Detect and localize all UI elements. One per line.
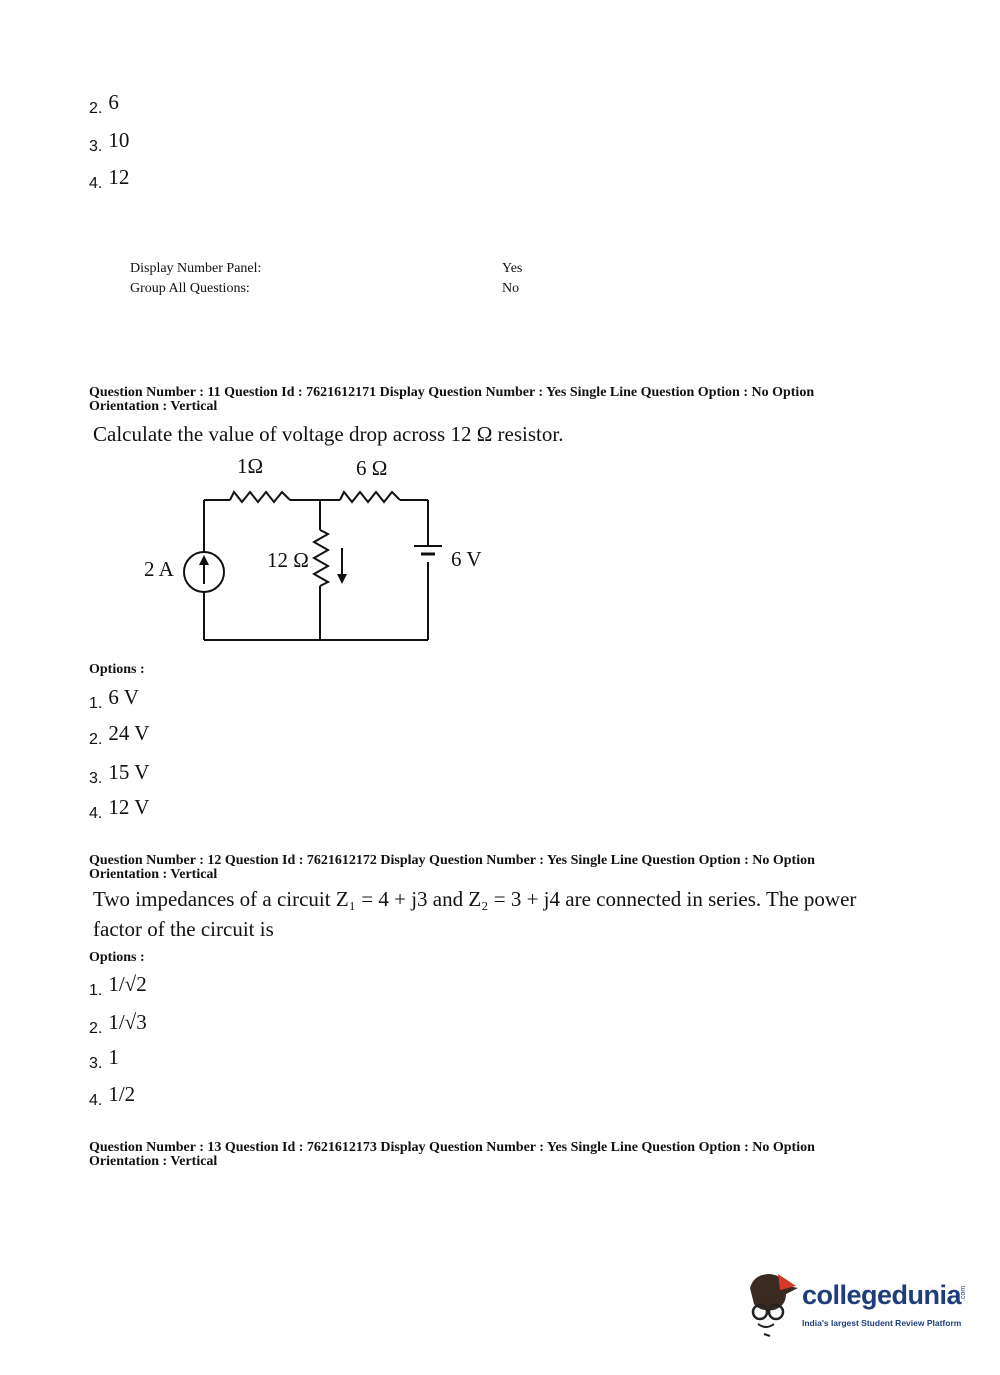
q12-option-3[interactable]: 3. 1 bbox=[89, 1045, 119, 1072]
resistor-1-zigzag bbox=[230, 492, 290, 502]
display-number-panel-value: Yes bbox=[502, 261, 523, 276]
current-source-arrow bbox=[199, 555, 209, 565]
r2-label: 6 Ω bbox=[356, 456, 388, 480]
prev-option-4: 4. 12 bbox=[89, 165, 130, 192]
q11-options-label: Options : bbox=[89, 662, 145, 677]
q12-option-2[interactable]: 2. 1/√3 bbox=[89, 1010, 147, 1037]
r1-label: 1Ω bbox=[237, 454, 264, 478]
q11-option-1[interactable]: 1. 6 V bbox=[89, 685, 139, 712]
resistor-2-zigzag bbox=[340, 492, 400, 502]
battery-label: 6 V bbox=[451, 547, 482, 571]
voltage-drop-arrow bbox=[337, 574, 347, 584]
prev-option-2: 2. 6 bbox=[89, 90, 119, 117]
q11-option-4[interactable]: 4. 12 V bbox=[89, 795, 150, 822]
logo-tagline: India's largest Student Review Platform bbox=[802, 1318, 962, 1328]
prev-option-3: 3. 10 bbox=[89, 128, 130, 155]
q12-option-4[interactable]: 4. 1/2 bbox=[89, 1082, 136, 1109]
q11-question-text: Calculate the value of voltage drop across 12 Ω resistor. bbox=[93, 422, 564, 446]
mascot-icon bbox=[740, 1268, 802, 1340]
q11-option-2[interactable]: 2. 24 V bbox=[89, 721, 150, 748]
q12-meta: Question Number : 12 Question Id : 7621612172 Display Question Number : Yes Single Line Question Option : No Option Orientation : Vertical bbox=[89, 853, 815, 882]
resistor-3-zigzag bbox=[314, 530, 328, 586]
q12-option-1[interactable]: 1. 1/√2 bbox=[89, 972, 147, 999]
display-number-panel-label: Display Number Panel: bbox=[130, 261, 262, 276]
q12-question-text: Two impedances of a circuit Z₁ = 4 + j3 and Z₂ = 3 + j4 are connected in series. The power factor of the circuit is bbox=[93, 887, 857, 941]
r3-label: 12 Ω bbox=[267, 548, 309, 572]
group-all-questions-value: No bbox=[502, 281, 520, 296]
logo-name: collegedunia bbox=[802, 1280, 962, 1310]
source-label: 2 A bbox=[144, 557, 174, 581]
q12-options-label: Options : bbox=[89, 950, 145, 965]
group-all-questions-label: Group All Questions: bbox=[130, 281, 250, 296]
collegedunia-logo bbox=[740, 1268, 970, 1340]
q11-meta: Question Number : 11 Question Id : 7621612171 Display Question Number : Yes Single Line Question Option : No Option Orientation : Vertical bbox=[89, 385, 815, 414]
q11-option-3[interactable]: 3. 15 V bbox=[89, 760, 150, 787]
logo-suffix: .com bbox=[960, 1285, 968, 1302]
q13-meta: Question Number : 13 Question Id : 7621612173 Display Question Number : Yes Single Line Question Option : No Option Orientation : Vertical bbox=[89, 1140, 815, 1169]
